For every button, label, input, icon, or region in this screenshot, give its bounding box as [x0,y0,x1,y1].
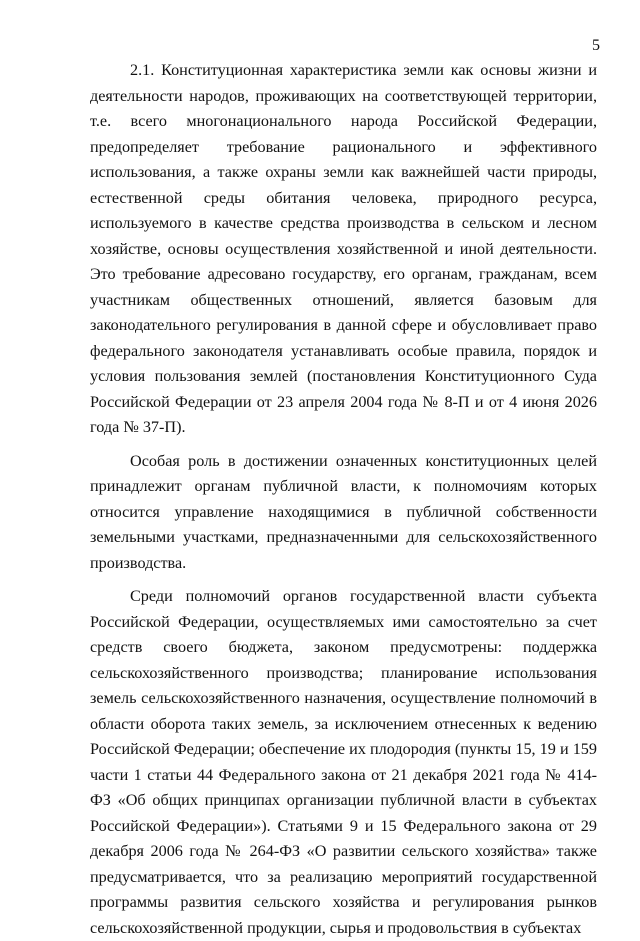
page-number: 5 [592,37,600,54]
paragraph-2: Особая роль в достижении означенных конституционных целей принадлежит органам публичной власти, к полномочиям которых относится управление находящимися в публичной собственности земельными участками, предназначенными для сельскохозяйственного производства. [90,451,597,572]
paragraph-3: Среди полномочий органов государственной власти субъекта Российской Федерации, осуществляемых ими самостоятельно за счет средств своего бюджета, законом предусмотрены: поддержка сельскохозяйственного производства; планирование использования земель сельскохозяйственного назначения, осуществление полномочий в области оборота таких земель, за исключением отнесенных к ведению Российской Федерации; обеспечение их плодородия (пункты 15, 19 и 159 части 1 статьи 44 Федерального закона от 21 декабря 2021 года № 414-ФЗ «Об общих принципах организации публичной власти в субъектах Российской Федерации»). Статьями 9 и 15 Федерального закона от 29 декабря 2006 года № 264-ФЗ «О развитии сельского хозяйства» также предусматривается, что за реализацию мероприятий государственной программы развития сельского хозяйства и регулирования рынков сельскохозяйственной продукции, сырья и продовольствия в субъектах [90,587,597,937]
document-body [90,58,597,941]
paragraph-1: 2.1. Конституционная характеристика земли как основы жизни и деятельности народов, проживающих на соответствующей территории, т.е. всего многонационального народа Российской Федерации, предопределяет требование рационального и эффективного использования, а также охраны земли как важнейшей части природы, естественной среды обитания человека, природного ресурса, используемого в качестве средства производства в сельском и лесном хозяйстве, основы осуществления хозяйственной и иной деятельности. Это требование адресовано государству, его органам, гражданам, всем участникам общественных отношений, является базовым для законодательного регулирования в данной сфере и обусловливает право федерального законодателя устанавливать особые правила, порядок и условия пользования землей (постановления Конституционного Суда Российской Федерации от 23 апреля 2004 года № 8-П и от 4 июня 2026 года № 37-П). [90,61,597,436]
